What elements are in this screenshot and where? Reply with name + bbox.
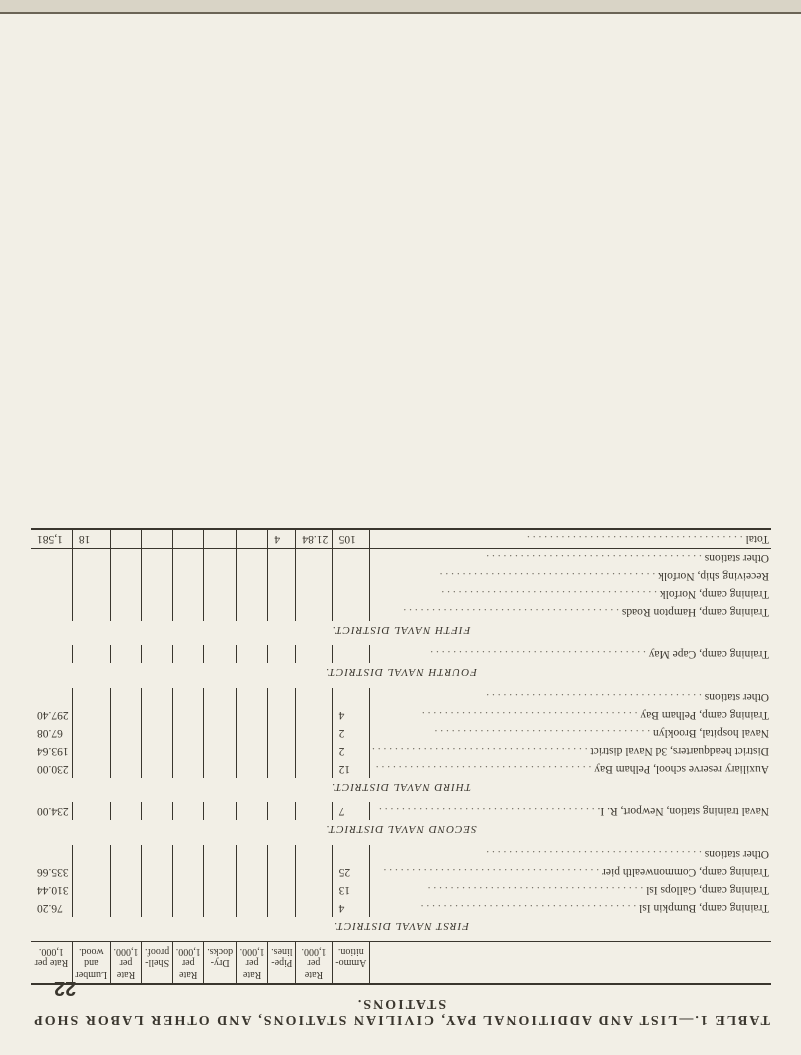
cell-value — [172, 803, 204, 821]
cell-value — [236, 646, 268, 664]
cell-value: 335.66 — [31, 863, 72, 881]
table-header-row — [31, 942, 771, 984]
cell-value — [296, 567, 332, 585]
cell-value — [296, 760, 332, 778]
cell-value — [110, 549, 142, 568]
cell-value — [296, 646, 332, 664]
cell-value — [204, 899, 236, 917]
row-label-text: Training camp, Cape May — [648, 648, 769, 661]
column-header: Lumber and wood. — [72, 942, 110, 984]
row-label — [369, 760, 771, 778]
cell-value — [172, 760, 204, 778]
cell-value — [268, 688, 296, 706]
table-row — [31, 567, 771, 585]
cell-value — [204, 603, 236, 621]
column-header: Dry-docks. — [204, 942, 236, 984]
cell-value: 234.00 — [31, 803, 72, 821]
cell-value — [142, 603, 173, 621]
row-label — [369, 585, 771, 603]
leader-dots: . . . . . . . . . . . . . . . . . . . . . . . . . . . . . . . . . . . . . . — [486, 691, 705, 703]
cell-value — [110, 742, 142, 760]
cell-value — [204, 742, 236, 760]
cell-value — [72, 863, 110, 881]
cell-value — [204, 567, 236, 585]
leader-dots: . . . . . . . . . . . . . . . . . . . . . . . . . . . . . . . . . . . . . . — [421, 709, 641, 721]
column-header: Ammo-nition. — [332, 942, 369, 984]
cell-value — [110, 724, 142, 742]
cell-value — [236, 706, 268, 724]
section-heading-row — [31, 778, 771, 803]
total-row — [31, 529, 771, 549]
cell-value — [296, 688, 332, 706]
cell-value — [296, 863, 332, 881]
row-label-text: Training camp, Norfolk — [659, 588, 769, 600]
leader-dots: . . . . . . . . . . . . . . . . . . . . . . . . . . . . . . . . . . . . . . — [371, 745, 591, 757]
table-row — [31, 688, 771, 706]
cell-value: 67.08 — [31, 724, 72, 742]
section-heading: FIRST NAVAL DISTRICT. — [332, 920, 470, 932]
cell-value: 230.00 — [31, 760, 72, 778]
cell-value — [172, 706, 204, 724]
cell-value: 76.20 — [31, 899, 72, 917]
cell-value — [142, 529, 173, 549]
row-label — [369, 688, 771, 706]
section-heading: FIFTH NAVAL DISTRICT. — [331, 624, 471, 636]
cell-value — [172, 845, 204, 863]
cell-value — [268, 803, 296, 821]
cell-value — [31, 549, 72, 568]
row-label-text: Receiving ship, Norfolk — [658, 570, 769, 582]
cell-value — [204, 549, 236, 568]
section-heading-row — [31, 621, 771, 646]
cell-value — [296, 803, 332, 821]
row-label-text: Training camp, Pelham Bay — [640, 709, 769, 721]
cell-value: 193.64 — [31, 742, 72, 760]
cell-value — [72, 760, 110, 778]
cell-value — [72, 585, 110, 603]
cell-value — [172, 881, 204, 899]
cell-value — [268, 585, 296, 603]
cell-value: 2 — [332, 724, 369, 742]
row-label — [369, 529, 771, 549]
cell-value — [236, 863, 268, 881]
row-label — [369, 863, 771, 881]
cell-value: 105 — [332, 529, 369, 549]
cell-value — [236, 688, 268, 706]
cell-value — [332, 585, 369, 603]
cell-value — [142, 646, 173, 664]
table-row — [31, 549, 771, 568]
cell-value — [236, 567, 268, 585]
cell-value — [204, 863, 236, 881]
cell-value — [268, 899, 296, 917]
cell-value — [110, 585, 142, 603]
column-header: Rate per 1,000. — [172, 942, 204, 984]
column-header: Rate per 1,000. — [110, 942, 142, 984]
cell-value — [31, 688, 72, 706]
cell-value — [110, 706, 142, 724]
cell-value — [31, 585, 72, 603]
row-label — [369, 567, 771, 585]
section-heading: THIRD NAVAL DISTRICT. — [331, 781, 471, 793]
leader-dots: . . . . . . . . . . . . . . . . . . . . . . . . . . . . . . . . . . . . . . — [383, 866, 603, 878]
cell-value — [236, 549, 268, 568]
cell-value — [236, 585, 268, 603]
cell-value — [268, 881, 296, 899]
row-label — [369, 724, 771, 742]
cell-value — [204, 688, 236, 706]
cell-value — [142, 760, 173, 778]
cell-value: 18 — [72, 529, 110, 549]
row-label — [369, 549, 771, 568]
page-content — [31, 528, 771, 1027]
cell-value — [110, 881, 142, 899]
row-label — [369, 845, 771, 863]
cell-value — [296, 899, 332, 917]
cell-value — [110, 646, 142, 664]
row-label — [369, 742, 771, 760]
cell-value: 310.44 — [31, 881, 72, 899]
cell-value — [172, 863, 204, 881]
cell-value — [31, 646, 72, 664]
cell-value — [296, 845, 332, 863]
cell-value: 25 — [332, 863, 369, 881]
cell-value — [172, 529, 204, 549]
cell-value — [268, 863, 296, 881]
row-label-text: Naval training station, Newport, R. I. — [597, 805, 769, 818]
cell-value — [268, 549, 296, 568]
cell-value — [332, 603, 369, 621]
cell-value: 12 — [332, 760, 369, 778]
cell-value — [72, 724, 110, 742]
table-row — [31, 760, 771, 778]
leader-dots: . . . . . . . . . . . . . . . . . . . . . . . . . . . . . . . . . . . . . . — [403, 606, 622, 618]
cell-value — [332, 646, 369, 664]
row-label — [369, 603, 771, 621]
leader-dots: . . . . . . . . . . . . . . . . . . . . . . . . . . . . . . . . . . . . . . — [375, 763, 595, 775]
cell-value: 297.40 — [31, 706, 72, 724]
leader-dots: . . . . . . . . . . . . . . . . . . . . . . . . . . . . . . . . . . . . . . — [420, 902, 640, 914]
cell-value — [296, 549, 332, 568]
cell-value — [142, 742, 173, 760]
cell-value — [142, 845, 173, 863]
cell-value — [72, 549, 110, 568]
cell-value — [110, 529, 142, 549]
cell-value — [142, 881, 173, 899]
cell-value — [142, 549, 173, 568]
row-label-text: Other stations — [704, 552, 769, 564]
cell-value — [204, 760, 236, 778]
section-heading-row — [31, 917, 771, 942]
cell-value — [72, 899, 110, 917]
row-label-text: Auxiliary reserve school, Pelham Bay — [594, 763, 769, 775]
cell-value — [236, 803, 268, 821]
cell-value — [110, 899, 142, 917]
cell-value — [268, 845, 296, 863]
section-heading: SECOND NAVAL DISTRICT. — [325, 823, 477, 836]
cell-value — [142, 899, 173, 917]
cell-value: 21.84 — [296, 529, 332, 549]
row-label — [369, 803, 771, 821]
column-header: Rate per 1,000. — [296, 942, 332, 984]
table-row — [31, 706, 771, 724]
leader-dots: . . . . . . . . . . . . . . . . . . . . . . . . . . . . . . . . . . . . . . — [441, 588, 660, 600]
cell-value — [204, 803, 236, 821]
row-label — [369, 646, 771, 664]
cell-value — [31, 845, 72, 863]
cell-value — [172, 688, 204, 706]
table-row — [31, 646, 771, 664]
cell-value — [236, 724, 268, 742]
cell-value — [110, 760, 142, 778]
cell-value — [142, 724, 173, 742]
leader-dots: . . . . . . . . . . . . . . . . . . . . . . . . . . . . . . . . . . . . . . — [527, 533, 746, 545]
cell-value — [236, 881, 268, 899]
row-label — [369, 899, 771, 917]
row-label-text: District headquarters, 3d Naval district — [590, 745, 769, 757]
table-row — [31, 899, 771, 917]
cell-value — [204, 646, 236, 664]
column-header: Rate per 1,000. — [31, 942, 72, 984]
leader-dots: . . . . . . . . . . . . . . . . . . . . . . . . . . . . . . . . . . . . . . — [427, 884, 647, 896]
cell-value — [204, 881, 236, 899]
cell-value — [296, 585, 332, 603]
cell-value — [296, 724, 332, 742]
cell-value — [172, 724, 204, 742]
cell-value — [236, 899, 268, 917]
leader-dots: . . . . . . . . . . . . . . . . . . . . . . . . . . . . . . . . . . . . . . — [486, 552, 705, 564]
statistics-table — [31, 528, 771, 985]
cell-value — [72, 845, 110, 863]
row-label — [369, 881, 771, 899]
cell-value — [332, 567, 369, 585]
cell-value: 2 — [332, 742, 369, 760]
cell-value — [236, 760, 268, 778]
cell-value — [142, 688, 173, 706]
cell-value — [268, 706, 296, 724]
cell-value — [142, 803, 173, 821]
cell-value — [142, 567, 173, 585]
cell-value: 7 — [332, 803, 369, 821]
table-row — [31, 845, 771, 863]
row-label — [369, 706, 771, 724]
table-row — [31, 863, 771, 881]
row-label-text: Other stations — [704, 691, 769, 703]
cell-value — [296, 742, 332, 760]
cell-value — [72, 881, 110, 899]
cell-value — [110, 845, 142, 863]
column-header: Pipe-lines. — [268, 942, 296, 984]
cell-value — [110, 803, 142, 821]
leader-dots: . . . . . . . . . . . . . . . . . . . . . . . . . . . . . . . . . . . . . . — [439, 570, 659, 582]
table-row — [31, 742, 771, 760]
row-label-text: Other stations — [704, 848, 769, 860]
cell-value — [72, 603, 110, 621]
cell-value — [142, 863, 173, 881]
cell-value — [172, 585, 204, 603]
table-row — [31, 724, 771, 742]
cell-value — [72, 742, 110, 760]
cell-value — [204, 724, 236, 742]
column-header: Rate per 1,000. — [236, 942, 268, 984]
section-heading-row — [31, 821, 771, 846]
cell-value — [332, 549, 369, 568]
cell-value: 4 — [268, 529, 296, 549]
cell-value — [268, 646, 296, 664]
cell-value: 1,581 — [31, 529, 72, 549]
cell-value: 4 — [332, 706, 369, 724]
cell-value — [110, 603, 142, 621]
cell-value — [204, 845, 236, 863]
table-row — [31, 803, 771, 821]
table-row — [31, 881, 771, 899]
cell-value — [268, 760, 296, 778]
leader-dots: . . . . . . . . . . . . . . . . . . . . . . . . . . . . . . . . . . . . . . — [378, 805, 598, 818]
cell-value — [236, 742, 268, 760]
leader-dots: . . . . . . . . . . . . . . . . . . . . . . . . . . . . . . . . . . . . . . — [430, 648, 649, 661]
cell-value — [204, 529, 236, 549]
column-header — [369, 942, 771, 984]
cell-value — [268, 724, 296, 742]
cell-value — [142, 585, 173, 603]
cell-value — [110, 863, 142, 881]
cell-value — [110, 567, 142, 585]
column-header: Shell-proof. — [142, 942, 173, 984]
row-label-text: Training camp, Gallops Isl — [646, 884, 769, 896]
cell-value — [172, 603, 204, 621]
cell-value — [72, 706, 110, 724]
cell-value: 4 — [332, 899, 369, 917]
cell-value — [110, 688, 142, 706]
cell-value — [296, 603, 332, 621]
row-label-text: Training camp, Commonwealth pier — [602, 866, 769, 878]
cell-value: 13 — [332, 881, 369, 899]
cell-value — [172, 646, 204, 664]
section-heading: FOURTH NAVAL DISTRICT. — [325, 666, 477, 679]
cell-value — [268, 742, 296, 760]
leader-dots: . . . . . . . . . . . . . . . . . . . . . . . . . . . . . . . . . . . . . . — [486, 848, 705, 860]
cell-value — [204, 585, 236, 603]
cell-value — [204, 706, 236, 724]
cell-value — [172, 549, 204, 568]
cell-value — [332, 845, 369, 863]
cell-value — [72, 646, 110, 664]
cell-value — [31, 567, 72, 585]
table-row — [31, 585, 771, 603]
section-heading-row — [31, 664, 771, 689]
page-number: 22 — [54, 977, 77, 999]
cell-value — [268, 567, 296, 585]
table-row — [31, 603, 771, 621]
leader-dots: . . . . . . . . . . . . . . . . . . . . . . . . . . . . . . . . . . . . . . — [434, 727, 654, 739]
page-title: TABLE 1.—LIST AND ADDITIONAL PAY, CIVILIAN STATIONS, AND OTHER LABOR SHOP STATIONS. — [32, 996, 770, 1027]
cell-value — [142, 706, 173, 724]
cell-value — [72, 567, 110, 585]
cell-value — [268, 603, 296, 621]
cell-value — [236, 603, 268, 621]
cell-value — [72, 803, 110, 821]
row-label-text: Total — [745, 533, 769, 545]
cell-value — [296, 881, 332, 899]
cell-value — [236, 845, 268, 863]
cell-value — [332, 688, 369, 706]
cell-value — [236, 529, 268, 549]
cell-value — [296, 706, 332, 724]
table-body — [31, 529, 771, 942]
row-label-text: Training camp, Hampton Roads — [621, 606, 769, 618]
row-label-text: Naval hospital, Brooklyn — [653, 727, 769, 739]
cell-value — [31, 603, 72, 621]
row-label-text: Training camp, Bumpkin Isl — [639, 902, 769, 914]
cell-value — [172, 742, 204, 760]
cell-value — [72, 688, 110, 706]
cell-value — [172, 567, 204, 585]
cell-value — [172, 899, 204, 917]
